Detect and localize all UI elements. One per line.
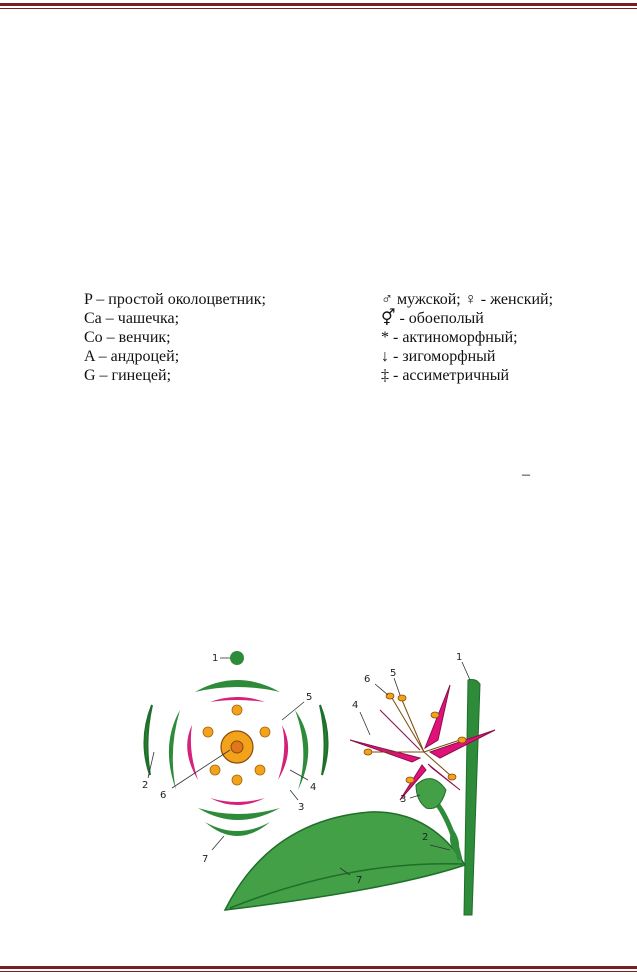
calyx [416,779,446,809]
corolla-arc-bottom [210,798,265,805]
legend-item-asymmetric: ‡ - ассиметричный [381,367,510,384]
flower-label-5: 5 [390,668,397,679]
gynoecium [221,731,253,763]
legend-item-corolla: Co – венчик; [84,329,171,346]
floral-label-6: 6 [160,790,167,801]
legend-item-bisexual: ⚥ - обоеполый [381,310,484,327]
axis-mark [230,651,244,665]
legend-item-gynoecium: G – гинецей; [84,367,172,384]
stem [464,680,480,916]
floral-label-2: 2 [142,780,149,791]
calyx-arc-right [295,710,308,790]
flower-label-7: 7 [356,875,363,886]
floral-label-3: 3 [298,802,305,813]
calyx-arc-bottom [198,808,280,820]
top-border-rule-thin [0,8,637,9]
calyx-arc-top [195,680,280,692]
floral-label-1: 1 [212,653,219,664]
legend-item-actinomorphic: * - актиноморфный; [381,329,518,346]
legend-item-androecium: A – андроцей; [84,348,180,365]
flower-stamens [370,698,460,775]
bottom-border-rule [0,966,637,969]
legend-right-column [381,290,553,385]
legend-left-column [84,290,266,385]
flower-label-3: 3 [400,794,407,805]
floral-label-7: 7 [202,854,209,865]
bract-right [320,705,328,775]
legend-item-sex: ♂ мужской; ♀ - женский; [381,291,554,308]
corolla-arc-top [210,697,265,702]
bract-bottom [205,822,270,836]
legend-item-perianth: P – простой околоцветник; [84,291,266,308]
floral-label-4: 4 [310,782,317,793]
stray-dash: – [522,466,530,483]
legend-item-zygomorphic: ↓ - зигоморфный [381,348,496,365]
flower-label-1: 1 [456,652,463,663]
flower-label-2: 2 [422,832,429,843]
flower-illustration [120,640,510,925]
legend-item-calyx: Ca – чашечка; [84,310,180,327]
calyx-arc-left [169,710,180,790]
flower-label-6: 6 [364,674,371,685]
flower-drawing [225,652,495,915]
flower-label-4: 4 [352,700,359,711]
bottom-border-rule-thin [0,971,637,972]
corolla-arc-right [278,725,288,780]
floral-label-5: 5 [306,692,313,703]
flower-anthers [364,693,466,783]
top-border-rule [0,3,637,6]
